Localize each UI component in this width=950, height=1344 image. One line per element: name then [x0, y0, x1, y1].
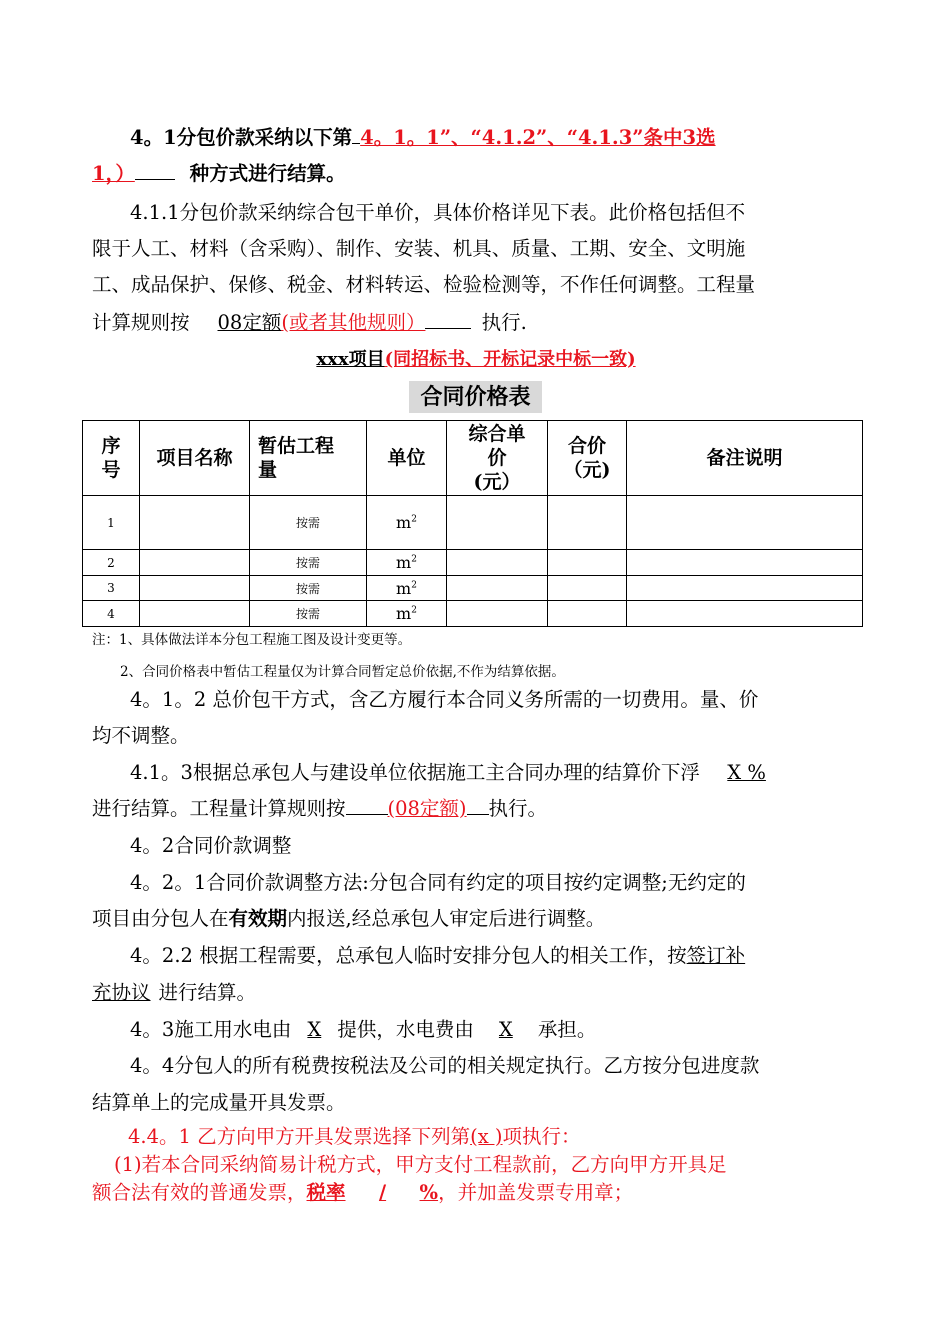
row-unit: $m^2$ — [367, 550, 447, 576]
row-total — [548, 550, 627, 576]
clause-4-2-2-line2: 充协议 进行结算。 — [92, 981, 257, 1004]
project-name: xxx项目 — [316, 349, 385, 370]
table-header-row — [83, 421, 863, 496]
table-row — [83, 550, 863, 576]
calc-rule-tail-2: 执行。 — [488, 797, 548, 820]
supplement-agreement-end: 充协议 — [92, 981, 151, 1004]
header-seq: 序 号 — [83, 421, 140, 496]
calc-rule-lead-2: 进行结算。工程量计算规则按 — [92, 797, 346, 820]
blank-underline — [135, 159, 175, 180]
clause-4-2: 4。2合同价款调整 — [130, 834, 292, 857]
table-row — [83, 496, 863, 550]
clause-4-1-line1 — [130, 120, 898, 156]
clause-4-1-3-line2 — [92, 791, 860, 827]
clause-4-1-3-line1 — [130, 755, 898, 791]
clause-4-1-2-line1: 4。1。2 总价包干方式，含乙方履行本合同义务所需的一切费用。量、价 — [130, 688, 759, 711]
clause-4-3: 4。3施工用水电由 X 提供，水电费由 X 承担。 — [130, 1012, 898, 1048]
row-unit-price — [447, 576, 548, 601]
row-remark — [627, 550, 863, 576]
row-item-name — [140, 601, 250, 627]
tax-rate-fill: / — [378, 1181, 387, 1204]
row-unit-price — [447, 601, 548, 627]
option-1-line2: 额合法有效的普通发票，税率 / %，并加盖发票专用章； — [92, 1178, 860, 1208]
blank-underline — [425, 308, 471, 329]
row-qty: 按需 — [250, 496, 367, 550]
clause-4-1-2-line2: 均不调整。 — [92, 724, 190, 747]
calc-rule-fill: 08定额 — [217, 311, 282, 334]
clause-4-4-1: 4.4。1 乙方向甲方开具发票选择下列第(x )项执行： — [128, 1125, 581, 1148]
clause-4-2-2-line1: 4。2.2 根据工程需要，总承包人临时安排分包人的相关工作，按签订补 — [130, 944, 746, 967]
tax-rate-label: 税率 — [306, 1181, 346, 1204]
row-qty: 按需 — [250, 601, 367, 627]
header-unit: 单位 — [367, 421, 447, 496]
clause-4-1-1-line4 — [92, 305, 860, 341]
header-total: 合价 （元) — [548, 421, 627, 496]
row-unit: $m^2$ — [367, 576, 447, 601]
clause-4-1-lead: 4。1分包价款采纳以下第 — [130, 126, 353, 149]
clause-4-1-1-line1: 4.1.1分包价款采纳综合包干单价，具体价格详见下表。此价格包括但不 — [130, 201, 746, 224]
header-item-name: 项目名称 — [140, 421, 250, 496]
supplement-agreement: 签订补 — [686, 944, 746, 967]
row-qty: 按需 — [250, 550, 367, 576]
table-row — [83, 576, 863, 601]
clause-4-2-1-line2: 项目由分包人在有效期内报送,经总承包人审定后进行调整。 — [92, 907, 606, 930]
discount-fill: X % — [727, 761, 766, 784]
row-remark — [627, 496, 863, 550]
clause-4-1-1-line2: 限于人工、材料（含采购）、制作、安装、机具、质量、工期、安全、文明施 — [92, 237, 746, 260]
clause-4-4-line2: 结算单上的完成量开具发票。 — [92, 1091, 346, 1114]
header-est-qty: 暂估工程 量 — [250, 421, 367, 496]
calc-rule-alt: (或者其他规则） — [281, 311, 426, 334]
valid-period: 有效期 — [228, 907, 288, 930]
row-seq: 1 — [83, 496, 140, 550]
row-seq: 3 — [83, 576, 140, 601]
table-row — [83, 601, 863, 627]
table-note-2: 2、合同价格表中暂估工程量仅为计算合同暂定总价依据,不作为结算依据。 — [120, 664, 565, 680]
clause-4-2-1-line1: 4。2。1合同价款调整方法:分包合同有约定的项目按约定调整;无约定的 — [130, 871, 746, 894]
utility-payer-fill: X — [498, 1018, 513, 1041]
row-remark — [627, 576, 863, 601]
row-remark — [627, 601, 863, 627]
settlement-lead: 4.1。3根据总承包人与建设单位依据施工主合同办理的结算价下浮 — [130, 761, 700, 784]
row-qty: 按需 — [250, 576, 367, 601]
invoice-option-fill: (x ) — [470, 1125, 503, 1148]
contract-price-table — [82, 420, 863, 627]
clause-4-1-1-line3: 工、成品保护、保修、税金、材料转运、检验检测等，不作任何调整。工程量 — [92, 273, 756, 296]
table-note-1: 注：1、具体做法详本分包工程施工图及设计变更等。 — [92, 632, 412, 648]
tax-rate-percent: % — [419, 1181, 439, 1204]
row-item-name — [140, 496, 250, 550]
clause-4-1-options-end: 1，） — [92, 162, 135, 185]
calc-rule-lead: 计算规则按 — [92, 311, 190, 334]
row-total — [548, 601, 627, 627]
row-seq: 2 — [83, 550, 140, 576]
blank-underline — [467, 794, 489, 815]
clause-4-4-line1: 4。4分包人的所有税费按税法及公司的相关规定执行。乙方按分包进度款 — [130, 1054, 760, 1077]
row-unit-price — [447, 550, 548, 576]
calc-rule-red: (08定额) — [387, 797, 467, 820]
row-item-name — [140, 550, 250, 576]
row-total — [548, 576, 627, 601]
utility-provider-fill: X — [307, 1018, 322, 1041]
row-total — [548, 496, 627, 550]
row-unit: $m^2$ — [367, 496, 447, 550]
row-unit: $m^2$ — [367, 601, 447, 627]
clause-4-1-options: 4。1。1”、“4.1.2”、“4.1.3”条中3选 — [360, 126, 716, 149]
header-remark: 备注说明 — [627, 421, 863, 496]
row-item-name — [140, 576, 250, 601]
header-unit-price: 综合单 价 (元） — [447, 421, 548, 496]
option-1-line1: (1)若本合同采纳简易计税方式，甲方支付工程款前，乙方向甲方开具足 — [114, 1153, 727, 1176]
row-unit-price — [447, 496, 548, 550]
clause-4-1-line2 — [92, 156, 860, 192]
blank-underline — [352, 123, 360, 144]
row-seq: 4 — [83, 601, 140, 627]
clause-4-1-tail: 种方式进行结算。 — [189, 162, 346, 185]
project-title — [92, 342, 860, 378]
calc-rule-tail: 执行. — [481, 311, 527, 334]
blank-underline — [346, 794, 388, 815]
project-title-note: (同招标书、开标记录中标一致) — [384, 349, 636, 370]
table-title: 合同价格表 — [409, 381, 542, 413]
